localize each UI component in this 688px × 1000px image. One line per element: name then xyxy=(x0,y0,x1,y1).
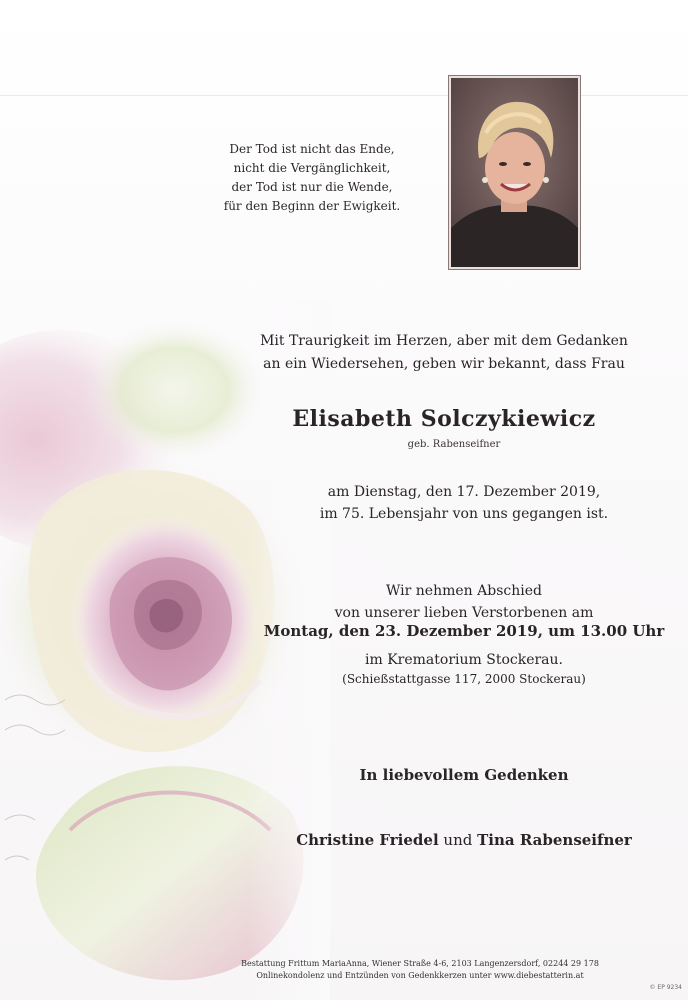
footer xyxy=(240,958,600,982)
intro-text xyxy=(200,330,688,376)
fold-line xyxy=(0,95,688,96)
memory-heading: In liebevollem Gedenken xyxy=(359,766,569,784)
mourner-1: Christine Friedel xyxy=(296,831,439,849)
mourners xyxy=(220,831,688,849)
deceased-name: Elisabeth Solczykiewicz xyxy=(292,406,596,432)
farewell-line-2: von unserer lieben Verstorbenen am xyxy=(334,605,594,621)
ceremony-venue: im Krematorium Stockerau. xyxy=(365,652,563,668)
footer-line-2: Onlinekondolenz und Entzünden von Gedenkkerzen unter www.diebestatterin.at xyxy=(256,971,584,980)
farewell-text xyxy=(220,580,688,624)
poem-line-1: Der Tod ist nicht das Ende, xyxy=(229,142,395,156)
portrait-photo xyxy=(449,76,580,269)
death-notice xyxy=(220,481,688,525)
death-line-1: am Dienstag, den 17. Dezember 2019, xyxy=(327,484,601,500)
poem xyxy=(212,140,412,216)
ceremony-date-time: Montag, den 23. Dezember 2019, um 13.00 Uhr xyxy=(263,622,665,640)
poem-line-4: für den Beginn der Ewigkeit. xyxy=(223,199,401,213)
footer-line-1: Bestattung Frittum MariaAnna, Wiener Straße 4-6, 2103 Langenzersdorf, 02244 29 178 xyxy=(241,959,599,968)
intro-line-1: Mit Traurigkeit im Herzen, aber mit dem Gedanken xyxy=(260,333,628,349)
mourner-connector: und xyxy=(443,831,473,849)
product-code: © EP 9234 xyxy=(649,984,682,991)
rose-illustration xyxy=(0,300,330,1000)
farewell-line-1: Wir nehmen Abschied xyxy=(386,583,542,599)
mourner-2: Tina Rabenseifner xyxy=(477,831,632,849)
ceremony-address: (Schießstattgasse 117, 2000 Stockerau) xyxy=(342,672,586,686)
poem-line-2: nicht die Vergänglichkeit, xyxy=(233,161,391,175)
birth-name: geb. Rabenseifner xyxy=(407,439,501,450)
death-line-2: im 75. Lebensjahr von uns gegangen ist. xyxy=(319,506,609,522)
poem-line-3: der Tod ist nur die Wende, xyxy=(231,180,393,194)
intro-line-2: an ein Wiedersehen, geben wir bekannt, dass Frau xyxy=(263,356,625,372)
